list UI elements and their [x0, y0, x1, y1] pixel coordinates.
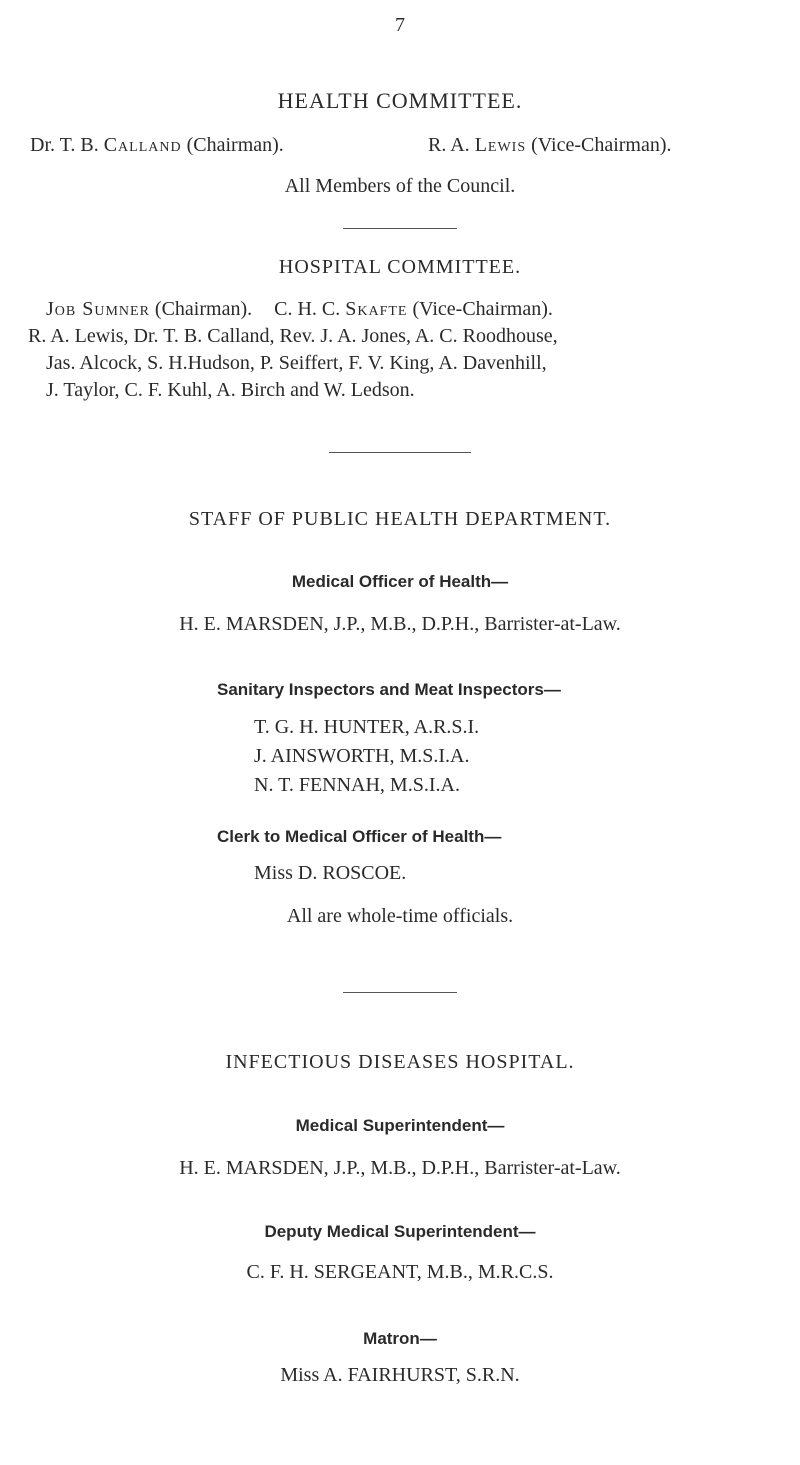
moh-heading: Medical Officer of Health—: [291, 572, 509, 591]
divider: [329, 452, 471, 453]
hospital-vice-name: Skafte: [345, 298, 408, 320]
page-number: 7: [395, 14, 405, 36]
hospital-committee-members-line: Jas. Alcock, S. H.Hudson, P. Seiffert, F. V. King, A. Davenhill,: [46, 352, 547, 374]
divider: [343, 228, 457, 229]
hospital-committee-members-line: J. Taylor, C. F. Kuhl, A. Birch and W. Ledson.: [46, 379, 415, 401]
inspector-entry: J. AINSWORTH, M.S.I.A.: [254, 745, 470, 767]
hospital-committee-title: HOSPITAL COMMITTEE.: [278, 256, 522, 278]
divider: [343, 992, 457, 993]
hospital-committee-officers: [46, 298, 553, 321]
staff-title: STAFF OF PUBLIC HEALTH DEPARTMENT.: [188, 508, 612, 530]
hospital-title: INFECTIOUS DISEASES HOSPITAL.: [225, 1051, 575, 1073]
hospital-chair-role: (Chairman).: [149, 298, 253, 320]
clerk-heading: Clerk to Medical Officer of Health—: [217, 827, 502, 846]
chair-prefix: Dr. T. B.: [30, 134, 104, 156]
health-committee-title: HEALTH COMMITTEE.: [277, 88, 523, 113]
superintendent-heading: Medical Superintendent—: [295, 1116, 505, 1135]
moh-name: H. E. MARSDEN, J.P., M.B., D.P.H., Barrister-at-Law.: [179, 613, 621, 635]
matron-name: Miss A. FAIRHURST, S.R.N.: [280, 1364, 520, 1386]
hospital-committee-members-line: R. A. Lewis, Dr. T. B. Calland, Rev. J. A. Jones, A. C. Roodhouse,: [28, 325, 558, 347]
hospital-vice-prefix: C. H. C.: [274, 298, 346, 320]
deputy-name: C. F. H. SERGEANT, M.B., M.R.C.S.: [246, 1261, 554, 1283]
hospital-vice-role: (Vice-Chairman).: [407, 298, 553, 320]
vice-role: (Vice-Chairman).: [526, 134, 672, 156]
inspector-entry: T. G. H. HUNTER, A.R.S.I.: [254, 716, 480, 738]
chair-name: Calland: [103, 134, 182, 156]
vice-prefix: R. A.: [428, 134, 475, 156]
health-committee-note: All Members of the Council.: [284, 175, 516, 197]
health-committee-chairman: [30, 134, 284, 157]
inspector-entry: N. T. FENNAH, M.S.I.A.: [254, 774, 460, 796]
deputy-heading: Deputy Medical Superintendent—: [264, 1222, 536, 1241]
chair-role: (Chairman).: [181, 134, 284, 156]
staff-note: All are whole-time officials.: [286, 905, 514, 927]
matron-heading: Matron—: [363, 1329, 437, 1348]
hospital-chair-name: Job Sumner: [46, 298, 150, 320]
superintendent-name: H. E. MARSDEN, J.P., M.B., D.P.H., Barrister-at-Law.: [179, 1157, 621, 1179]
vice-name: Lewis: [474, 134, 527, 156]
health-committee-vice-chairman: [428, 134, 672, 157]
inspectors-heading: Sanitary Inspectors and Meat Inspectors—: [217, 680, 561, 699]
clerk-name: Miss D. ROSCOE.: [254, 862, 407, 884]
